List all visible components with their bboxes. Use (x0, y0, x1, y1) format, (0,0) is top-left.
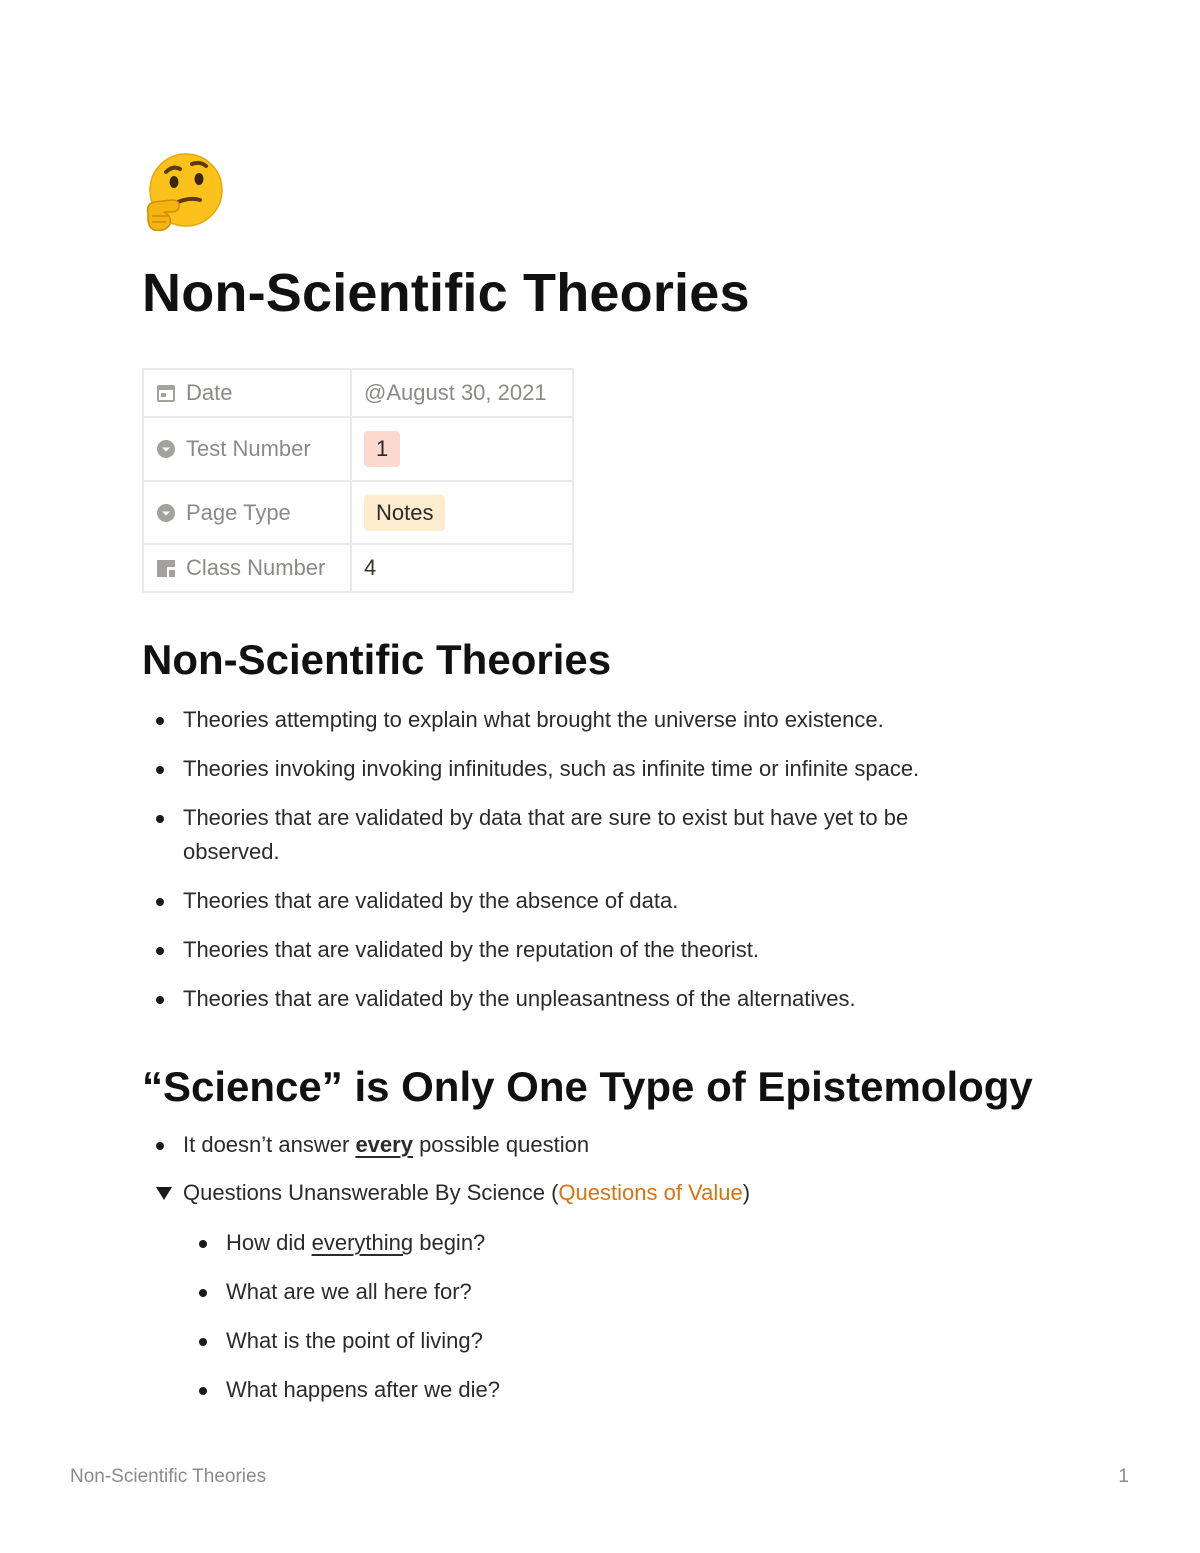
list-item: What are we all here for? (185, 1275, 1062, 1309)
calendar-icon (156, 383, 176, 403)
section-heading: “Science” is Only One Type of Epistemology (142, 1063, 1033, 1110)
property-name-cell (143, 481, 351, 544)
property-row-page-type[interactable] (143, 481, 573, 544)
page-title: Non-Scientific Theories (142, 263, 750, 323)
select-icon (156, 439, 176, 459)
page-type-tag: Notes (364, 495, 445, 531)
list-item: Theories that are validated by the unpleasantness of the alternatives. (142, 982, 1062, 1016)
property-value-cell[interactable] (351, 481, 573, 544)
section-heading: Non-Scientific Theories (142, 636, 612, 683)
list-item: Theories that are validated by data that are sure to exist but have yet to be observed. (142, 801, 973, 869)
test-number-tag: 1 (364, 431, 400, 467)
bullet-list (142, 703, 1062, 1016)
select-icon (156, 503, 176, 523)
property-row-test-number[interactable] (143, 417, 573, 481)
class-number-value: 4 (364, 555, 377, 580)
property-label: Class Number (186, 555, 326, 580)
toggle-triangle-icon[interactable] (156, 1187, 172, 1200)
property-label: Page Type (186, 499, 291, 525)
highlight-text: Questions of Value (558, 1180, 743, 1205)
page-content (142, 150, 1062, 1407)
toggle-block[interactable]: Questions Unanswerable By Science (Questions of Value) (142, 1176, 1062, 1210)
property-label: Date (186, 380, 233, 405)
property-row-date[interactable] (143, 369, 573, 417)
bullet-list (142, 1128, 1062, 1162)
date-value: @August 30, 2021 (364, 380, 547, 405)
property-name-cell (143, 369, 351, 417)
list-item: What is the point of living? (185, 1324, 1062, 1358)
property-row-class-number[interactable] (143, 544, 573, 592)
list-item: Theories invoking invoking infinitudes, such as infinite time or infinite space. (142, 752, 1062, 786)
properties-table (142, 368, 574, 593)
footer-title: Non-Scientific Theories (70, 1466, 267, 1487)
emphasis-text: every (355, 1132, 413, 1157)
list-item: Theories that are validated by the reputation of the theorist. (142, 933, 1062, 967)
list-item: What happens after we die? (185, 1373, 1062, 1407)
property-value-cell[interactable] (351, 544, 573, 592)
number-icon (156, 558, 176, 578)
list-item: Theories that are validated by the absence of data. (142, 884, 1062, 918)
thinking-face-icon (142, 150, 226, 234)
property-value-cell[interactable] (351, 369, 573, 417)
list-item: Theories attempting to explain what brought the universe into existence. (142, 703, 1062, 737)
emphasis-text: everything (311, 1230, 414, 1255)
nested-bullet-list (185, 1226, 1062, 1407)
property-name-cell (143, 544, 351, 592)
property-name-cell (143, 417, 351, 481)
list-item: How did everything begin? (185, 1226, 1062, 1260)
property-value-cell[interactable] (351, 417, 573, 481)
page-number: 1 (1118, 1466, 1129, 1487)
list-item: It doesn’t answer every possible question (142, 1128, 1062, 1162)
property-label: Test Number (186, 436, 311, 461)
